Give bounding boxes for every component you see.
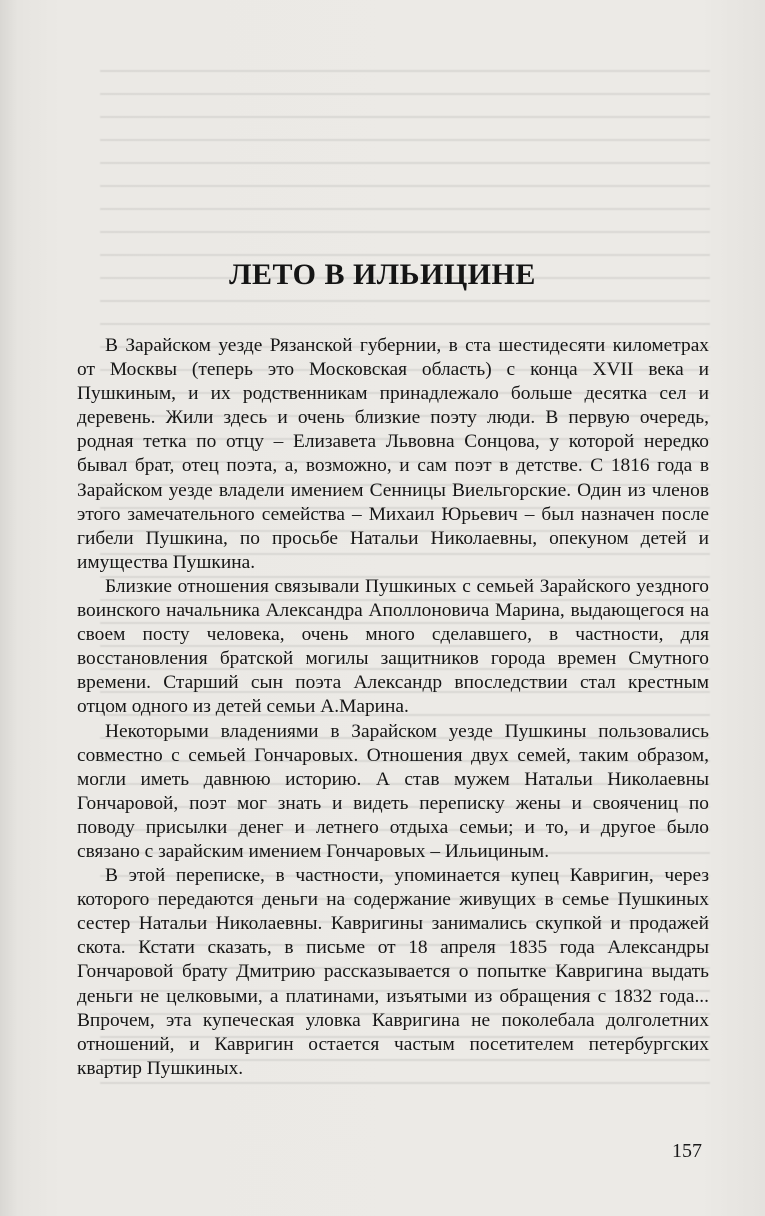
chapter-title: ЛЕТО В ИЛЬИЦИНЕ [229, 258, 536, 291]
paragraph-1: В Зарайском уезде Рязанской губернии, в ста шестидесяти километрах от Москвы (теперь это Московская область) с конца XVII века и Пушкиным, и их родственникам принадлежало больше десятка сел и деревень. Жили здесь и очень близкие поэту люди. В первую очередь, родная тетка по отцу – Елизавета Львовна Сонцова, у которой нередко бывал брат, отец поэта, а, возможно, и сам поэт в детстве. С 1816 года в Зарайском уезде владели имением Сенницы Виельгорские. Один из членов этого замечательного семейства – Михаил Юрьевич – был назначен после гибели Пушкина, по просьбе Натальи Николаевны, опекуном детей и имущества Пушкина. [77, 335, 709, 573]
paragraph-2: Близкие отношения связывали Пушкиных с семьей Зарайского уездного воинского начальника Александра Аполлоновича Марина, выдающегося на своем посту человека, очень много сделавшего, в частности, для восстановления братской могилы защитников города времен Смутного времени. Старший сын поэта Александр впоследствии стал крестным отцом одного из детей семьи А.Марина. [77, 575, 709, 718]
paragraph-4: В этой переписке, в частности, упоминается купец Кавригин, через которого передаются деньги на содержание живущих в семье Пушкиных сестер Натальи Николаевны. Кавригины занимались скупкой и продажей скота. Кстати сказать, в письме от 18 апреля 1835 года Александры Гончаровой брату Дмитрию рассказывается о попытке Кавригина выдать деньги не целковыми, а платинами, изъятыми из обращения с 1832 года... Впрочем, эта купеческая уловка Кавригина не поколебала долголетних отношений, и Кавригин остается частым посетителем петербургских квартир Пушкиных. [77, 865, 709, 1079]
paragraph-3: Некоторыми владениями в Зарайском уезде Пушкины пользовались совместно с семьей Гончаровых. Отношения двух семей, таким образом, могли иметь давнюю историю. А став мужем Натальи Николаевны Гончаровой, поэт мог знать и видеть переписку жены и своячениц по поводу присылки денег и летнего отдыха семьи; и то, и другое было связано с зарайским имением Гончаровых – Ильициным. [77, 720, 709, 862]
body-text [77, 334, 709, 1081]
page-number: 157 [672, 1140, 702, 1162]
